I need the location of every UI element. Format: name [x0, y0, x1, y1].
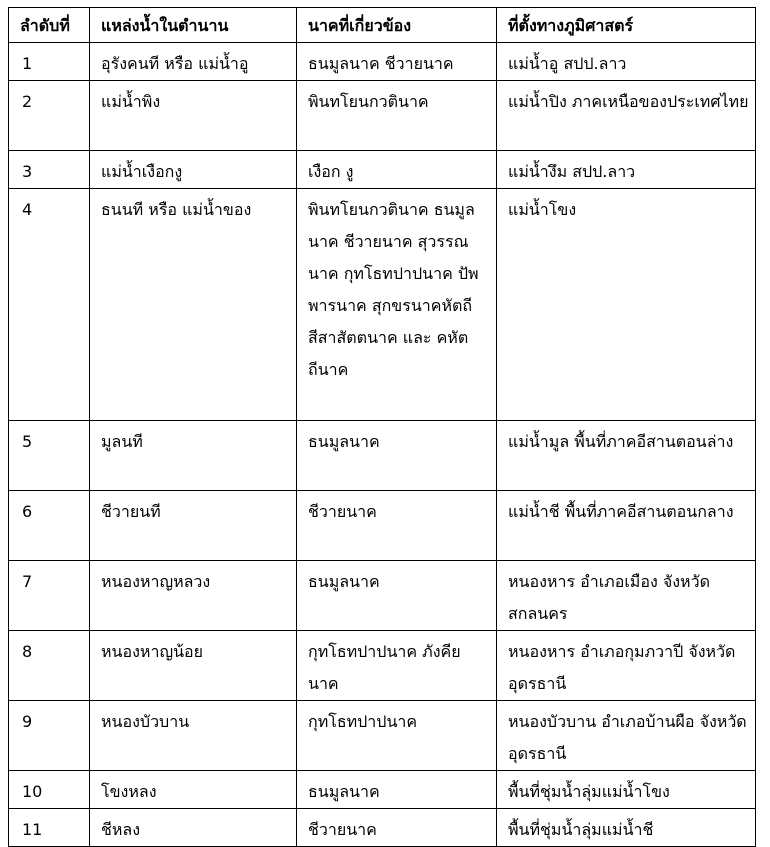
- cell-source: มูลนที: [90, 421, 297, 491]
- cell-no: 3: [9, 151, 90, 189]
- table-row: [9, 151, 756, 189]
- cell-source: ชีวายนที: [90, 491, 297, 561]
- cell-source: แม่น้ำพิง: [90, 81, 297, 151]
- cell-no: 6: [9, 491, 90, 561]
- table-row: [9, 491, 756, 561]
- cell-naga: ธนมูลนาค: [297, 561, 497, 631]
- table-row: [9, 771, 756, 809]
- cell-location: แม่น้ำโขง: [497, 189, 756, 421]
- cell-naga: ชีวายนาค: [297, 809, 497, 847]
- cell-location: หนองหาร อำเภอเมือง จังหวัดสกลนคร: [497, 561, 756, 631]
- header-source: แหล่งน้ำในตำนาน: [90, 8, 297, 43]
- cell-no: 7: [9, 561, 90, 631]
- cell-source: หนองบัวบาน: [90, 701, 297, 771]
- table-row: [9, 81, 756, 151]
- cell-no: 8: [9, 631, 90, 701]
- cell-naga-text: พินทโยนกวตินาค ธนมูลนาค ชีวายนาค สุวรรณนาค กุทโธทปาปนาค ปัพพารนาค สุกขรนาคหัตถี สีสาสัตตนาค และ คหัตถีนาค: [308, 200, 479, 379]
- table-row: [9, 561, 756, 631]
- cell-location: แม่น้ำปิง ภาคเหนือของประเทศไทย: [497, 81, 756, 151]
- header-location: ที่ตั้งทางภูมิศาสตร์: [497, 8, 756, 43]
- cell-naga: กุทโธทปาปนาค: [297, 701, 497, 771]
- cell-location: พื้นที่ชุ่มน้ำลุ่มแม่น้ำโขง: [497, 771, 756, 809]
- cell-source: หนองหาญหลวง: [90, 561, 297, 631]
- table-row: [9, 189, 756, 421]
- header-no: ลำดับที่: [9, 8, 90, 43]
- legend-water-sources-table: [8, 7, 756, 847]
- table-header-row: [9, 8, 756, 43]
- cell-no: 11: [9, 809, 90, 847]
- cell-source: ชีหลง: [90, 809, 297, 847]
- cell-naga: ธนมูลนาค ชีวายนาค: [297, 43, 497, 81]
- cell-location: หนองหาร อำเภอกุมภวาปี จังหวัดอุดรธานี: [497, 631, 756, 701]
- table-row: [9, 701, 756, 771]
- cell-naga: ชีวายนาค: [297, 491, 497, 561]
- cell-no: 5: [9, 421, 90, 491]
- header-naga: นาคที่เกี่ยวข้อง: [297, 8, 497, 43]
- cell-location: แม่น้ำงึม สปป.ลาว: [497, 151, 756, 189]
- cell-no: 10: [9, 771, 90, 809]
- cell-location: แม่น้ำมูล พื้นที่ภาคอีสานตอนล่าง: [497, 421, 756, 491]
- cell-source: แม่น้ำเงือกงู: [90, 151, 297, 189]
- cell-source: หนองหาญน้อย: [90, 631, 297, 701]
- cell-location: แม่น้ำชี พื้นที่ภาคอีสานตอนกลาง: [497, 491, 756, 561]
- cell-naga: ธนมูลนาค: [297, 771, 497, 809]
- cell-no: 1: [9, 43, 90, 81]
- cell-source: ธนนที หรือ แม่น้ำของ: [90, 189, 297, 421]
- table-row: [9, 43, 756, 81]
- table-row: [9, 809, 756, 847]
- cell-location: หนองบัวบาน อำเภอบ้านผือ จังหวัดอุดรธานี: [497, 701, 756, 771]
- cell-location: พื้นที่ชุ่มน้ำลุ่มแม่น้ำชี: [497, 809, 756, 847]
- table-row: [9, 421, 756, 491]
- cell-no: 9: [9, 701, 90, 771]
- cell-naga: [297, 189, 497, 421]
- cell-source: อุรังคนที หรือ แม่น้ำอู: [90, 43, 297, 81]
- cell-naga: เงือก งู: [297, 151, 497, 189]
- cell-naga: พินทโยนกวตินาค: [297, 81, 497, 151]
- cell-no: 2: [9, 81, 90, 151]
- cell-no: 4: [9, 189, 90, 421]
- cell-naga: ธนมูลนาค: [297, 421, 497, 491]
- cell-location: แม่น้ำอู สปป.ลาว: [497, 43, 756, 81]
- cell-naga: กุทโธทปาปนาค ภังคียนาค: [297, 631, 497, 701]
- cell-source: โขงหลง: [90, 771, 297, 809]
- table-row: [9, 631, 756, 701]
